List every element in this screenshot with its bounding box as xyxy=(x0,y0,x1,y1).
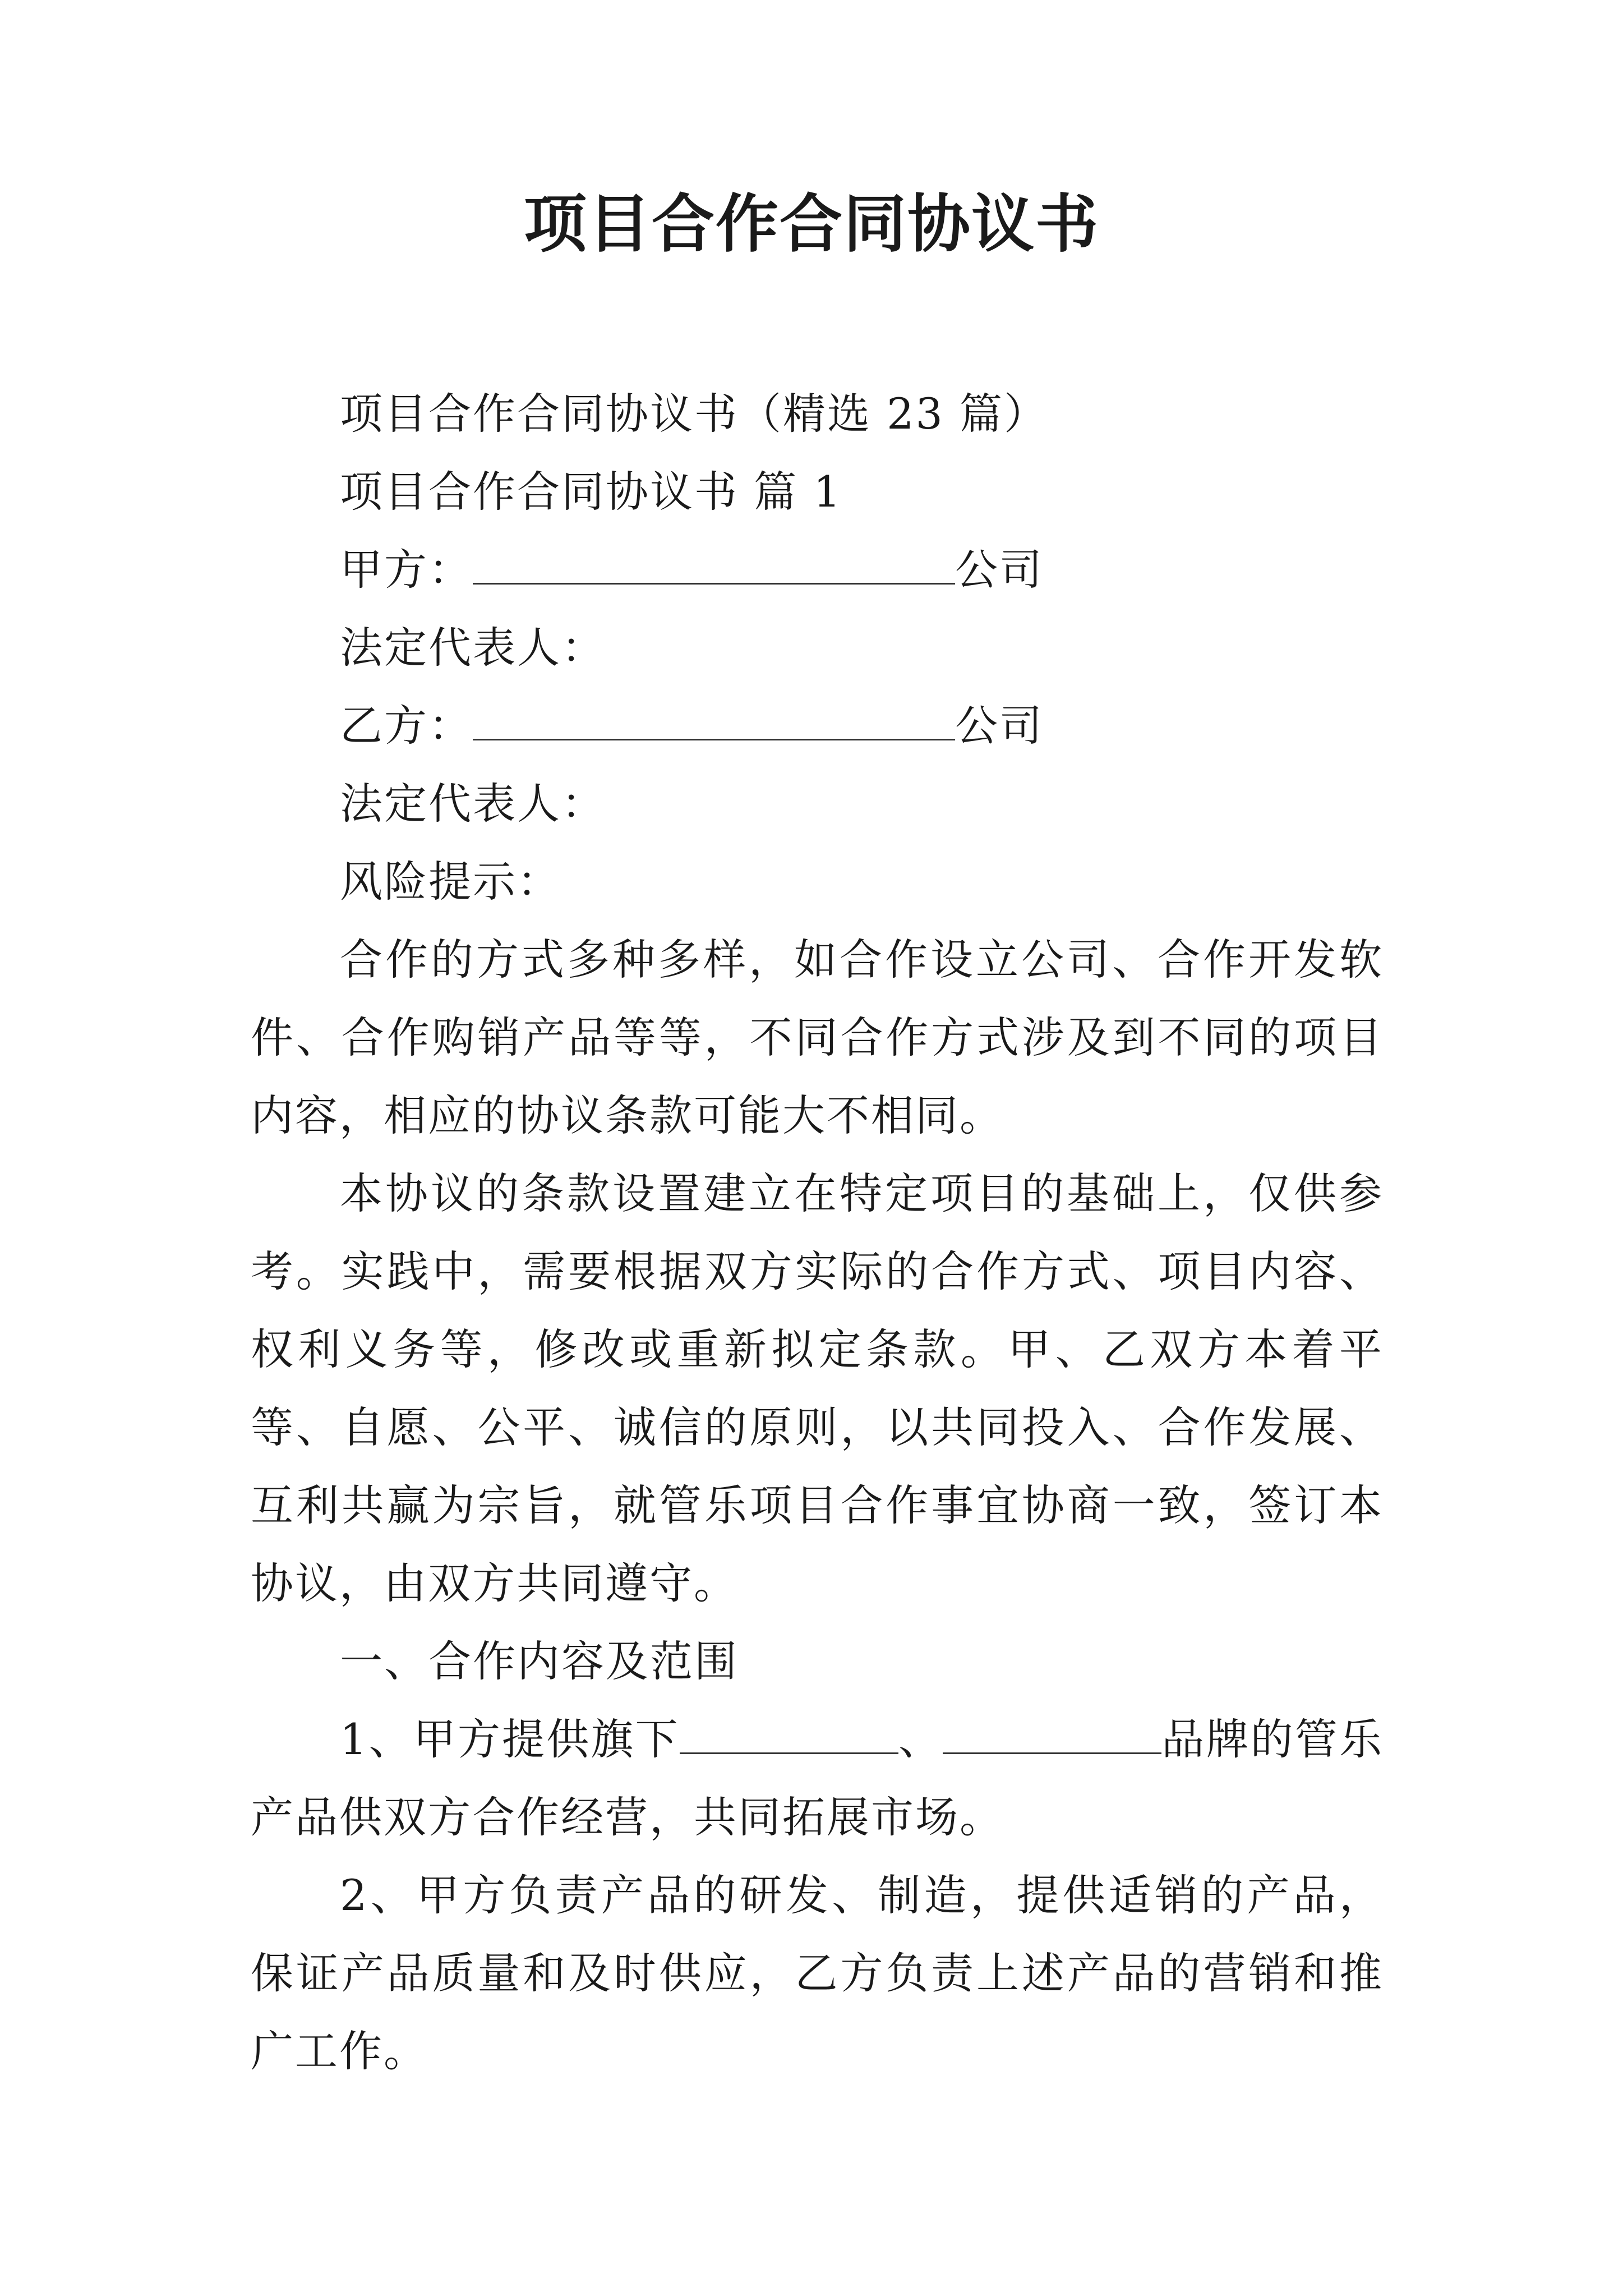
document-title: 项目合作合同协议书 xyxy=(524,187,1099,261)
clause-2: 2、甲方负责产品的研发、制造，提供适销的产品，保证产品质量和及时供应，乙方负责上述产品的营销和推广工作。 xyxy=(251,1870,1384,2076)
party-a-suffix: 公司 xyxy=(955,545,1044,595)
party-b-blank xyxy=(473,700,955,740)
clause-1-blank-1 xyxy=(680,1713,898,1754)
document-body xyxy=(251,375,1384,2090)
risk-heading: 风险提示： xyxy=(340,857,561,907)
basis-paragraph: 本协议的条款设置建立在特定项目的基础上，仅供参考。实践中，需要根据双方实际的合作方式、项目内容、权利义务等，修改或重新拟定条款。甲、乙双方本着平等、自愿、公平、诚信的原则，以共同投入、合作发展、互利共赢为宗旨，就管乐项目合作事宜协商一致，签订本协议，由双方共同遵守。 xyxy=(251,1168,1384,1608)
clause-1-blank-2 xyxy=(943,1713,1161,1754)
chapter-heading: 项目合作合同协议书 篇 1 xyxy=(340,467,842,517)
section-1-heading: 一、合作内容及范围 xyxy=(340,1636,739,1686)
clause-1-suffix: 品牌的管乐产品供双方合作经营，共同拓展市场。 xyxy=(251,1714,1384,1842)
party-a-blank xyxy=(473,544,955,585)
party-b-suffix: 公司 xyxy=(955,701,1044,751)
risk-paragraph: 合作的方式多种多样，如合作设立公司、合作开发软件、合作购销产品等等，不同合作方式涉及到不同的项目内容，相应的协议条款可能大不相同。 xyxy=(251,935,1384,1140)
clause-1 xyxy=(251,1700,1384,1856)
party-b-representative: 法定代表人： xyxy=(340,779,606,829)
subtitle: 项目合作合同协议书（精选 23 篇） xyxy=(340,389,1049,439)
party-a-label: 甲方： xyxy=(340,545,473,595)
clause-1-middle: 、 xyxy=(898,1714,943,1764)
clause-1-prefix: 1、甲方提供旗下 xyxy=(340,1714,680,1764)
party-b-line xyxy=(251,687,1384,765)
party-a-line xyxy=(251,531,1384,609)
party-a-representative: 法定代表人： xyxy=(340,623,606,673)
party-b-label: 乙方： xyxy=(340,701,473,751)
